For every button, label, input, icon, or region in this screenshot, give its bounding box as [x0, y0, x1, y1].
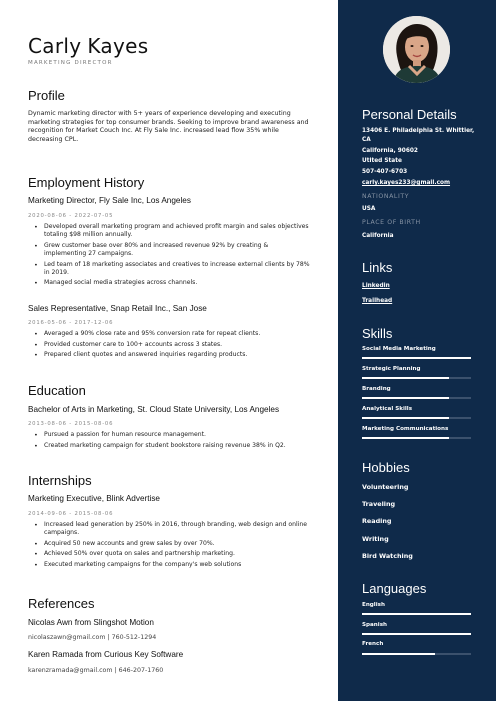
skill-bar-fill — [362, 417, 449, 419]
skill-name: Social Media Marketing — [362, 346, 436, 352]
address-line-1: 13406 E. Philadelphia St. Whittier, — [362, 128, 475, 134]
list-item: • Averaged a 90% close rate and 95% conversion rate for repeat clients. — [34, 330, 310, 338]
profile-heading: Profile — [28, 88, 65, 103]
hobby-item: Traveling — [362, 500, 396, 508]
skill-bar-fill — [362, 437, 449, 439]
skills-heading: Skills — [362, 326, 393, 341]
skill-name: Strategic Planning — [362, 366, 421, 372]
links-heading: Links — [362, 260, 393, 275]
first-name: Carly — [28, 34, 82, 58]
language-bar-fill — [362, 653, 435, 655]
skill-name: Branding — [362, 386, 391, 392]
hobby-item: Reading — [362, 517, 392, 525]
list-item: • Provided customer care to 100+ accounts across 3 states. — [34, 341, 310, 349]
list-item: • Increased lead generation by 250% in 2016, through branding, web design and online campaigns. — [34, 521, 310, 537]
education-title: Bachelor of Arts in Marketing, St. Cloud State University, Los Angeles — [28, 405, 280, 414]
list-item: • Prepared client quotes and answered inquiries regarding products. — [34, 351, 310, 359]
reference-name-1: Nicolas Awn from Slingshot Motion — [28, 618, 154, 627]
portrait-image — [383, 16, 450, 83]
birth-value: California — [362, 233, 394, 239]
list-item: • Led team of 18 marketing associates and creatives to increase external clients by 78% in 2019. — [34, 261, 310, 277]
hobby-item: Volunteering — [362, 483, 409, 491]
skill-bar-fill — [362, 357, 471, 359]
address-line-2: CA — [362, 137, 371, 143]
skill-bar-fill — [362, 397, 449, 399]
language-bar — [362, 653, 471, 655]
profile-text: Dynamic marketing director with 5+ years of experience developing and executing marketing strategies for top consumer brands. Seeking to improve brand awareness and recognition for Market Couch Inc. At Fly Sale Inc. increased lead flow 35% while decreasing CPL. — [28, 110, 309, 143]
list-item: • Grew customer base over 80% and increased revenue 92% by creating & implementing 27 campaigns. — [34, 242, 310, 258]
language-bar — [362, 633, 471, 635]
job-bullets-2 — [34, 330, 310, 362]
trailhead-link[interactable]: Trailhead — [362, 298, 393, 304]
list-item: • Developed overall marketing program and achieved profit margin and sales objectives totaling $98 million annually. — [34, 223, 310, 239]
education-bullets — [34, 431, 310, 452]
list-item: • Created marketing campaign for student bookstore raising revenue 38% in Q2. — [34, 442, 310, 450]
job-bullets-1 — [34, 223, 310, 290]
language-name: English — [362, 602, 385, 608]
internship-bullets — [34, 521, 310, 572]
language-bar-fill — [362, 633, 471, 635]
reference-name-2: Karen Ramada from Curious Key Software — [28, 650, 184, 659]
phone-number: 507-407-6703 — [362, 169, 408, 175]
job-title-2: Sales Representative, Snap Retail Inc., San Jose — [28, 304, 207, 313]
internship-title: Marketing Executive, Blink Advertise — [28, 494, 160, 503]
birth-label: PLACE OF BIRTH — [362, 219, 421, 226]
employment-heading: Employment History — [28, 175, 145, 190]
list-item: • Managed social media strategies across channels. — [34, 279, 310, 287]
list-item: • Executed marketing campaigns for the company's web solutions — [34, 561, 310, 569]
list-item: • Achieved 50% over quota on sales and partnership marketing. — [34, 550, 310, 558]
language-name: Spanish — [362, 622, 388, 628]
hobby-item: Writing — [362, 535, 389, 543]
job-title: MARKETING DIRECTOR — [28, 60, 113, 66]
language-bar-fill — [362, 613, 471, 615]
education-dates: 2013-08-06 - 2015-08-06 — [28, 421, 114, 427]
candidate-name — [28, 34, 154, 58]
language-name: French — [362, 641, 384, 647]
skill-bar — [362, 437, 471, 439]
linkedin-link[interactable]: Linkedin — [362, 283, 390, 289]
skill-bar — [362, 397, 471, 399]
last-name: Kayes — [87, 34, 149, 58]
reference-contact-1: nicolaszawn@gmail.com | 760-512-1294 — [28, 634, 157, 641]
languages-heading: Languages — [362, 581, 427, 596]
skill-name: Analytical Skills — [362, 406, 413, 412]
profile-photo — [383, 16, 450, 83]
hobby-item: Bird Watching — [362, 552, 413, 560]
address-line-4: Utited State — [362, 158, 402, 164]
skill-name: Marketing Communications — [362, 426, 449, 432]
nationality-value: USA — [362, 206, 376, 212]
internships-heading: Internships — [28, 473, 92, 488]
address-line-3: California, 90602 — [362, 148, 418, 154]
reference-contact-2: karenzramada@gmail.com | 646-207-1760 — [28, 667, 164, 674]
skill-bar-fill — [362, 377, 449, 379]
skill-bar — [362, 417, 471, 419]
nationality-label: NATIONALITY — [362, 193, 410, 200]
list-item: • Acquired 50 new accounts and grew sales by over 70%. — [34, 540, 310, 548]
job-dates-1: 2020-08-06 - 2022-07-05 — [28, 213, 114, 219]
email-link[interactable]: carly.kayes233@gmail.com — [362, 180, 451, 186]
hobbies-heading: Hobbies — [362, 460, 410, 475]
list-item: • Pursued a passion for human resource management. — [34, 431, 310, 439]
job-title-1: Marketing Director, Fly Sale Inc, Los Angeles — [28, 196, 191, 205]
references-heading: References — [28, 596, 95, 611]
skill-bar — [362, 357, 471, 359]
personal-details-heading: Personal Details — [362, 107, 457, 122]
job-dates-2: 2016-05-06 - 2017-12-06 — [28, 320, 114, 326]
skill-bar — [362, 377, 471, 379]
internship-dates: 2014-09-06 - 2015-08-06 — [28, 511, 114, 517]
education-heading: Education — [28, 383, 86, 398]
language-bar — [362, 613, 471, 615]
